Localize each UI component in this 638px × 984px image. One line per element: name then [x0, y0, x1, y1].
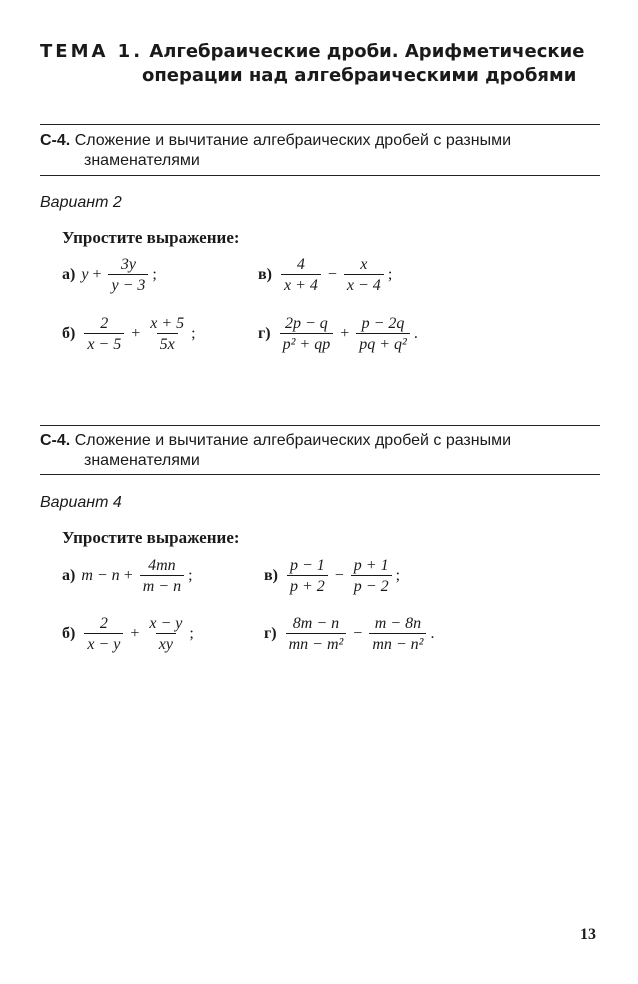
- numerator: p − 2q: [361, 315, 405, 332]
- numerator: x + 5: [150, 315, 185, 332]
- section-1-exercise-a: [62, 256, 157, 294]
- punctuation: ;: [189, 625, 194, 642]
- punctuation: ;: [387, 266, 393, 283]
- section-2-instruction: Упростите выражение:: [62, 528, 240, 547]
- punctuation: .: [430, 625, 435, 642]
- operator: +: [92, 266, 102, 283]
- section-2-variant: Вариант 4: [40, 494, 122, 511]
- exercise-label: в): [258, 266, 272, 283]
- numerator: 2: [100, 315, 109, 332]
- section-1-heading: [40, 131, 600, 171]
- denominator: x − y: [84, 633, 123, 653]
- section-1-code: С-4.: [40, 132, 71, 149]
- section-1-exercise-g: [258, 315, 418, 353]
- punctuation: ;: [188, 567, 193, 584]
- section-2-exercise-b: [62, 615, 194, 653]
- fraction: [108, 256, 148, 294]
- fraction: [356, 315, 410, 353]
- numerator: x − y: [149, 615, 183, 632]
- punctuation: ;: [152, 266, 157, 283]
- operator: −: [334, 567, 344, 584]
- section-2-code: С-4.: [40, 432, 71, 449]
- section-1-instruction: Упростите выражение:: [62, 228, 240, 247]
- fraction: [287, 557, 328, 595]
- numerator: x: [360, 256, 368, 273]
- section-2-rule-bottom: [40, 474, 600, 475]
- section-1-variant: Вариант 2: [40, 194, 122, 211]
- denominator: pq + q²: [356, 333, 410, 353]
- numerator: 2: [99, 615, 108, 632]
- operator: −: [327, 266, 337, 283]
- denominator: mn − m²: [286, 633, 347, 653]
- fraction: [351, 557, 392, 595]
- numerator: 2p − q: [284, 315, 328, 332]
- topic-line-1: Алгебраические дроби. Арифметические: [149, 41, 585, 62]
- operator: +: [130, 625, 140, 642]
- section-2-title-line-1: Сложение и вычитание алгебраических дробей с разными: [74, 432, 512, 449]
- numerator: m − 8n: [374, 615, 422, 632]
- exercise-label: б): [62, 325, 76, 342]
- punctuation: ;: [395, 567, 401, 584]
- section-1-rule-bottom: [40, 175, 600, 176]
- operator: +: [131, 325, 141, 342]
- topic-title: [40, 40, 600, 88]
- numerator: 4: [296, 256, 305, 273]
- denominator: 5x: [157, 333, 178, 353]
- section-1-title-line-2: знаменателями: [84, 152, 200, 169]
- denominator: y − 3: [108, 274, 148, 294]
- punctuation: .: [413, 325, 418, 342]
- fraction: [84, 615, 123, 653]
- numerator: 4mn: [148, 557, 176, 574]
- expression-term: y: [81, 266, 89, 283]
- fraction: [280, 315, 334, 353]
- topic-line-2: операции над алгебраическими дробями: [142, 65, 577, 86]
- numerator: 8m − n: [292, 615, 340, 632]
- section-1-exercise-v: [258, 256, 392, 294]
- denominator: p − 2: [351, 575, 392, 595]
- section-2-exercise-v: [264, 557, 400, 595]
- numerator: p − 1: [289, 557, 325, 574]
- exercise-label: г): [258, 325, 271, 342]
- fraction: [140, 557, 184, 595]
- fraction: [344, 256, 384, 294]
- denominator: x + 4: [281, 274, 321, 294]
- exercise-label: б): [62, 625, 76, 642]
- denominator: m − n: [140, 575, 184, 595]
- section-1-rule-top: [40, 124, 600, 125]
- fraction: [281, 256, 321, 294]
- section-2-heading: [40, 431, 600, 471]
- denominator: p + 2: [287, 575, 328, 595]
- denominator: xy: [156, 633, 176, 653]
- numerator: p + 1: [353, 557, 389, 574]
- numerator: 3y: [120, 256, 136, 273]
- fraction: [84, 315, 124, 353]
- denominator: x − 5: [84, 333, 124, 353]
- section-2-title-line-2: знаменателями: [84, 452, 200, 469]
- exercise-label: а): [62, 567, 76, 584]
- denominator: x − 4: [344, 274, 384, 294]
- fraction: [286, 615, 347, 653]
- section-1-title-line-1: Сложение и вычитание алгебраических дробей с разными: [74, 132, 512, 149]
- page-number: 13: [580, 926, 596, 943]
- operator: +: [123, 567, 133, 584]
- exercise-label: в): [264, 567, 278, 584]
- fraction: [146, 615, 185, 653]
- section-2-exercise-a: [62, 557, 193, 595]
- denominator: mn − n²: [369, 633, 426, 653]
- exercise-label: г): [264, 625, 277, 642]
- section-2-exercise-g: [264, 615, 434, 653]
- expression-term: m − n: [81, 567, 120, 584]
- topic-label: ТЕМА 1.: [40, 41, 144, 62]
- section-1-exercise-b: [62, 315, 196, 353]
- exercise-label: а): [62, 266, 76, 283]
- operator: +: [340, 325, 350, 342]
- fraction: [147, 315, 187, 353]
- section-2-rule-top: [40, 425, 600, 426]
- denominator: p² + qp: [280, 333, 334, 353]
- operator: −: [353, 625, 363, 642]
- punctuation: ;: [191, 325, 196, 342]
- fraction: [369, 615, 426, 653]
